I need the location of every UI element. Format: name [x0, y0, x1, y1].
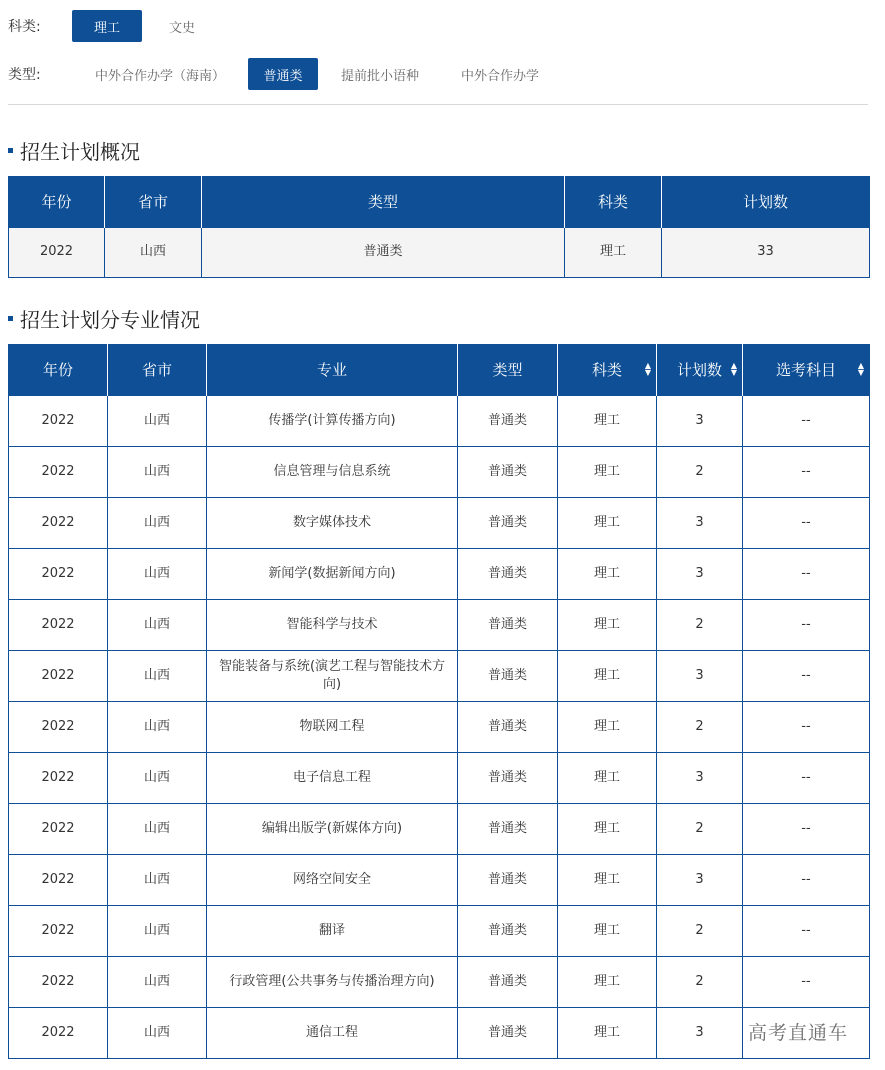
overview-header-subject: 科类 — [565, 176, 662, 227]
majors-cell-type: 普通类 — [458, 446, 558, 497]
majors-header-year — [9, 344, 108, 395]
majors-cell-year: 2022 — [9, 956, 108, 1007]
majors-cell-plan: 3 — [657, 395, 743, 446]
table-row — [9, 701, 870, 752]
overview-section-title — [8, 136, 140, 165]
type-option-general[interactable]: 普通类 — [248, 58, 318, 90]
majors-cell-year: 2022 — [9, 650, 108, 701]
majors-cell-plan: 2 — [657, 956, 743, 1007]
majors-header-elective-label: 选考科目 — [775, 360, 836, 379]
majors-cell-province: 山西 — [108, 905, 207, 956]
majors-cell-type: 普通类 — [458, 752, 558, 803]
majors-cell-major: 传播学(计算传播方向) — [207, 395, 458, 446]
majors-cell-type: 普通类 — [458, 701, 558, 752]
majors-cell-elective: -- — [743, 497, 870, 548]
majors-cell-province: 山西 — [108, 548, 207, 599]
majors-cell-elective: -- — [743, 650, 870, 701]
majors-cell-plan: 2 — [657, 803, 743, 854]
majors-cell-year: 2022 — [9, 701, 108, 752]
overview-cell-plan: 33 — [662, 227, 870, 277]
majors-cell-year: 2022 — [9, 752, 108, 803]
majors-cell-major: 智能装备与系统(演艺工程与智能技术方向) — [207, 650, 458, 701]
majors-cell-elective: -- — [743, 956, 870, 1007]
majors-cell-elective: -- — [743, 905, 870, 956]
majors-cell-major: 编辑出版学(新媒体方向) — [207, 803, 458, 854]
majors-section-title — [8, 304, 200, 333]
table-row — [9, 446, 870, 497]
section-marker-icon — [8, 316, 13, 321]
majors-cell-type: 普通类 — [458, 854, 558, 905]
overview-header-plan: 计划数 — [662, 176, 870, 227]
majors-table — [8, 344, 870, 1059]
majors-cell-year: 2022 — [9, 599, 108, 650]
subject-filter — [8, 10, 222, 42]
majors-cell-major: 行政管理(公共事务与传播治理方向) — [207, 956, 458, 1007]
majors-cell-type: 普通类 — [458, 395, 558, 446]
majors-cell-elective: -- — [743, 446, 870, 497]
majors-cell-subject: 理工 — [558, 905, 657, 956]
type-option-sino-foreign[interactable]: 中外合作办学 — [460, 68, 539, 84]
type-filter-label: 类型: — [8, 67, 41, 83]
majors-cell-elective: -- — [743, 752, 870, 803]
majors-cell-year: 2022 — [9, 497, 108, 548]
overview-cell-province: 山西 — [105, 227, 202, 277]
majors-cell-major: 网络空间安全 — [207, 854, 458, 905]
overview-title-text: 招生计划概况 — [20, 140, 140, 164]
majors-cell-major: 智能科学与技术 — [207, 599, 458, 650]
majors-cell-province: 山西 — [108, 497, 207, 548]
majors-cell-plan: 3 — [657, 752, 743, 803]
majors-cell-type: 普通类 — [458, 956, 558, 1007]
type-filter — [8, 58, 558, 90]
table-row — [9, 803, 870, 854]
majors-cell-province: 山西 — [108, 1007, 207, 1058]
majors-cell-subject: 理工 — [558, 548, 657, 599]
majors-cell-plan: 2 — [657, 701, 743, 752]
table-row — [9, 752, 870, 803]
majors-cell-type: 普通类 — [458, 497, 558, 548]
majors-cell-type: 普通类 — [458, 548, 558, 599]
majors-cell-province: 山西 — [108, 803, 207, 854]
overview-cell-year: 2022 — [9, 227, 105, 277]
majors-header-major-label: 专业 — [316, 360, 347, 379]
majors-cell-type: 普通类 — [458, 803, 558, 854]
majors-cell-plan: 3 — [657, 1007, 743, 1058]
majors-cell-plan: 2 — [657, 599, 743, 650]
majors-cell-major: 信息管理与信息系统 — [207, 446, 458, 497]
table-row — [9, 599, 870, 650]
majors-cell-year: 2022 — [9, 803, 108, 854]
table-row — [9, 497, 870, 548]
majors-cell-subject: 理工 — [558, 956, 657, 1007]
overview-header-row — [9, 176, 870, 227]
majors-cell-major: 新闻学(数据新闻方向) — [207, 548, 458, 599]
majors-cell-type: 普通类 — [458, 905, 558, 956]
majors-cell-plan: 2 — [657, 905, 743, 956]
majors-cell-plan: 3 — [657, 854, 743, 905]
overview-table — [8, 176, 870, 278]
majors-cell-major: 物联网工程 — [207, 701, 458, 752]
majors-header-year-label: 年份 — [42, 360, 73, 379]
majors-cell-year: 2022 — [9, 446, 108, 497]
overview-cell-subject: 理工 — [565, 227, 662, 277]
majors-cell-province: 山西 — [108, 752, 207, 803]
majors-header-plan-label: 计划数 — [676, 360, 722, 379]
majors-cell-subject: 理工 — [558, 1007, 657, 1058]
majors-cell-major: 通信工程 — [207, 1007, 458, 1058]
sort-icon[interactable]: ▲ ▼ — [857, 361, 864, 378]
majors-cell-province: 山西 — [108, 701, 207, 752]
majors-cell-subject: 理工 — [558, 446, 657, 497]
majors-cell-plan: 2 — [657, 446, 743, 497]
majors-cell-subject: 理工 — [558, 650, 657, 701]
majors-cell-year: 2022 — [9, 548, 108, 599]
watermark-text: 高考直通车 — [748, 1018, 848, 1045]
majors-header-subject-label: 科类 — [591, 360, 622, 379]
overview-header-year: 年份 — [9, 176, 105, 227]
majors-cell-major: 电子信息工程 — [207, 752, 458, 803]
sort-icon[interactable]: ▲ ▼ — [730, 361, 737, 378]
majors-cell-subject: 理工 — [558, 395, 657, 446]
majors-cell-year: 2022 — [9, 905, 108, 956]
subject-option-science[interactable]: 理工 — [72, 10, 142, 42]
majors-header-major — [207, 344, 458, 395]
majors-cell-plan: 3 — [657, 650, 743, 701]
table-row — [9, 956, 870, 1007]
type-option-sino-foreign-hainan[interactable]: 中外合作办学（海南） — [94, 68, 225, 84]
overview-cell-type: 普通类 — [202, 227, 565, 277]
table-row — [9, 905, 870, 956]
subject-filter-label: 科类: — [8, 19, 41, 35]
majors-cell-type: 普通类 — [458, 650, 558, 701]
table-row — [9, 650, 870, 701]
table-row — [9, 395, 870, 446]
majors-cell-province: 山西 — [108, 650, 207, 701]
majors-cell-year: 2022 — [9, 1007, 108, 1058]
majors-cell-subject: 理工 — [558, 599, 657, 650]
overview-header-province: 省市 — [105, 176, 202, 227]
table-row — [9, 1007, 870, 1058]
majors-cell-plan: 3 — [657, 497, 743, 548]
majors-cell-subject: 理工 — [558, 854, 657, 905]
majors-cell-subject: 理工 — [558, 752, 657, 803]
majors-header-subject[interactable] — [558, 344, 657, 395]
filter-divider — [8, 104, 868, 105]
majors-cell-year: 2022 — [9, 854, 108, 905]
majors-cell-subject: 理工 — [558, 803, 657, 854]
majors-header-province — [108, 344, 207, 395]
majors-cell-province: 山西 — [108, 854, 207, 905]
majors-cell-elective: -- — [743, 548, 870, 599]
majors-cell-subject: 理工 — [558, 497, 657, 548]
majors-cell-type: 普通类 — [458, 599, 558, 650]
table-row — [9, 854, 870, 905]
majors-header-row — [9, 344, 870, 395]
majors-cell-elective: -- — [743, 803, 870, 854]
majors-cell-type: 普通类 — [458, 1007, 558, 1058]
majors-cell-province: 山西 — [108, 395, 207, 446]
majors-header-plan[interactable] — [657, 344, 743, 395]
majors-cell-elective: -- — [743, 599, 870, 650]
overview-header-type: 类型 — [202, 176, 565, 227]
type-option-early-batch-languages[interactable]: 提前批小语种 — [340, 68, 419, 84]
majors-header-province-label: 省市 — [141, 360, 172, 379]
sort-icon[interactable]: ▲ ▼ — [644, 361, 651, 378]
majors-header-type-label: 类型 — [492, 360, 523, 379]
majors-cell-elective: -- — [743, 395, 870, 446]
majors-cell-province: 山西 — [108, 599, 207, 650]
majors-cell-subject: 理工 — [558, 701, 657, 752]
subject-option-arts[interactable]: 文史 — [168, 20, 195, 36]
majors-cell-elective: -- — [743, 854, 870, 905]
majors-cell-province: 山西 — [108, 446, 207, 497]
majors-cell-year: 2022 — [9, 395, 108, 446]
majors-cell-plan: 3 — [657, 548, 743, 599]
majors-cell-major: 数字媒体技术 — [207, 497, 458, 548]
table-row — [9, 227, 870, 277]
section-marker-icon — [8, 148, 13, 153]
majors-cell-major: 翻译 — [207, 905, 458, 956]
majors-header-elective[interactable] — [743, 344, 870, 395]
majors-cell-elective: -- — [743, 701, 870, 752]
majors-header-type — [458, 344, 558, 395]
majors-title-text: 招生计划分专业情况 — [20, 308, 200, 332]
majors-cell-province: 山西 — [108, 956, 207, 1007]
table-row — [9, 548, 870, 599]
